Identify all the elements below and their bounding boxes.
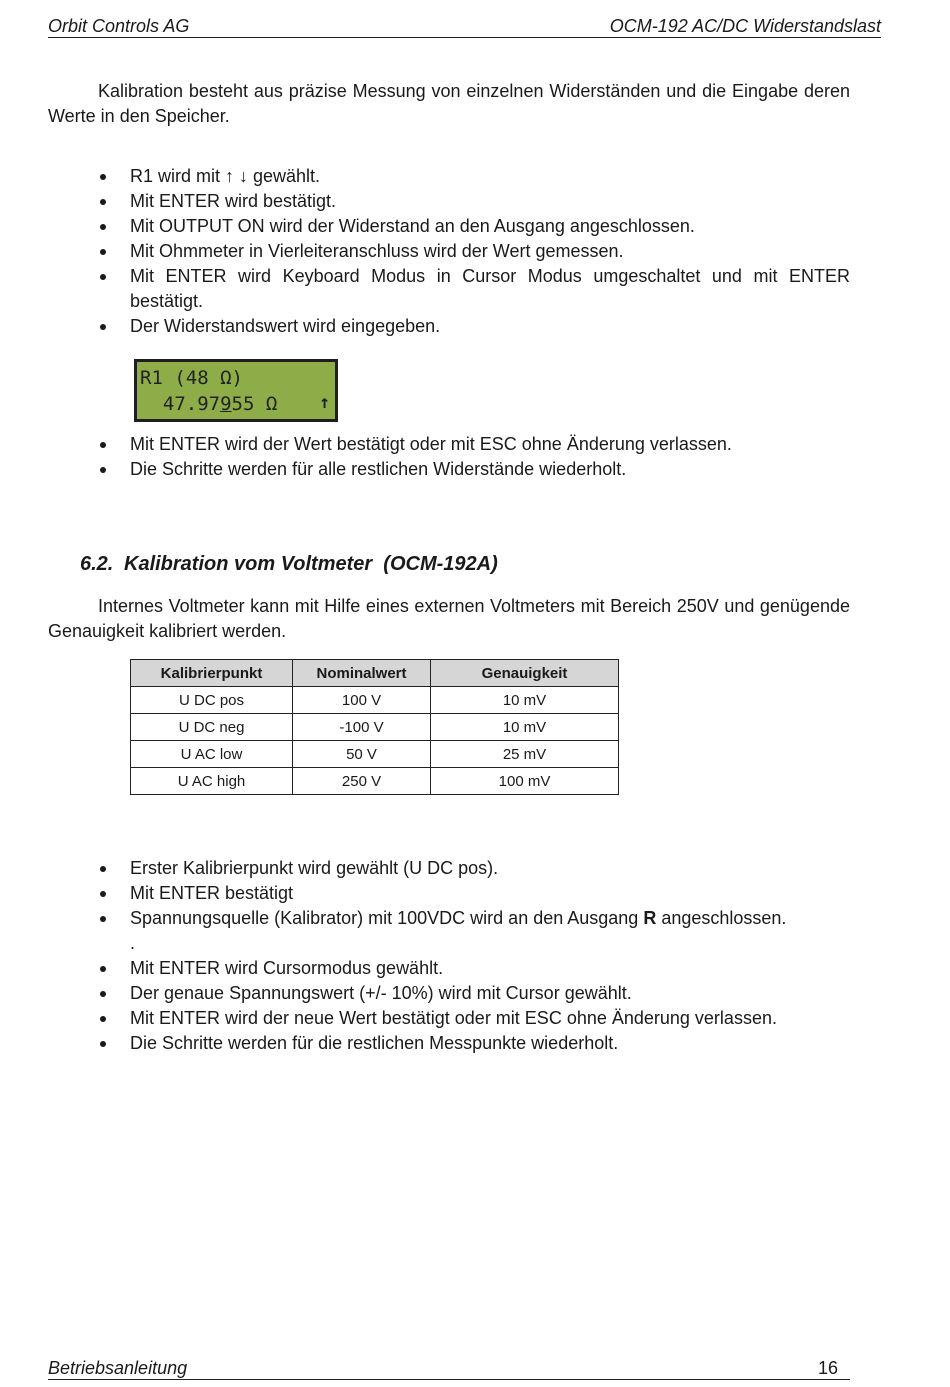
arrow-up-icon: ↑ [319, 392, 330, 413]
table-row [131, 768, 619, 795]
table-row [131, 714, 619, 741]
table-header-row [131, 660, 619, 687]
section-number: 6.2. [80, 553, 114, 575]
bullet-icon [100, 916, 106, 922]
column-header: Nominalwert [293, 660, 431, 687]
list-item: Mit OUTPUT ON wird der Widerstand an den Ausgang angeschlossen. [48, 214, 850, 239]
bullet-icon [100, 224, 106, 230]
bullet-icon [100, 891, 106, 897]
table-row [131, 687, 619, 714]
list-item: Der genaue Spannungswert (+/- 10%) wird mit Cursor gewählt. [48, 981, 850, 1006]
bullet-icon [100, 467, 106, 473]
list-item: Mit ENTER wird Cursormodus gewählt. [48, 956, 850, 981]
table-cell: U DC pos [131, 687, 293, 714]
list-item: Mit ENTER wird bestätigt. [48, 189, 850, 214]
lcd-line-1: R1 (48 Ω) [140, 367, 243, 389]
resistor-steps-after-list [48, 432, 850, 482]
table-cell: -100 V [293, 714, 431, 741]
list-item: Erster Kalibrierpunkt wird gewählt (U DC pos). [48, 856, 850, 881]
intro-paragraph: Kalibration besteht aus präzise Messung von einzelnen Widerständen und die Eingabe deren Werte in den Speicher. [48, 81, 850, 126]
bullet-icon [100, 442, 106, 448]
output-r-label: R [643, 908, 657, 928]
bullet-icon [100, 324, 106, 330]
page-number: 16 [817, 1358, 838, 1378]
bullet-icon [100, 249, 106, 255]
lcd-display [134, 359, 338, 422]
bullet-icon [100, 274, 106, 280]
table-cell: 100 V [293, 687, 431, 714]
lcd-line-2: 47.97955 Ω [162, 393, 278, 415]
table-cell: 10 mV [431, 687, 619, 714]
bullet-icon [100, 1041, 106, 1047]
table-cell: 250 V [293, 768, 431, 795]
bullet-icon [100, 991, 106, 997]
resistor-steps-list [48, 164, 850, 339]
table-cell: 100 mV [431, 768, 619, 795]
list-item: Die Schritte werden für alle restlichen Widerstände wiederholt. [48, 457, 850, 482]
list-item: Mit ENTER wird der Wert bestätigt oder mit ESC ohne Änderung verlassen. [48, 432, 850, 457]
footer-label: Betriebsanleitung [48, 1358, 188, 1378]
table-cell: 25 mV [431, 741, 619, 768]
section-paragraph: Internes Voltmeter kann mit Hilfe eines externen Voltmeters mit Bereich 250V und genügende Genauigkeit kalibriert werden. [48, 596, 850, 641]
bullet-icon [100, 866, 106, 872]
list-item: Mit ENTER bestätigt [48, 881, 850, 906]
lcd-cursor-digit: 9 [220, 393, 232, 415]
section-heading [80, 553, 498, 576]
list-item: Die Schritte werden für die restlichen Messpunkte wiederholt. [48, 1031, 850, 1056]
calibration-table [130, 659, 619, 795]
header-doc-title: OCM-192 AC/DC Widerstandslast [609, 16, 881, 36]
list-item: Mit Ohmmeter in Vierleiteranschluss wird der Wert gemessen. [48, 239, 850, 264]
table-cell: U DC neg [131, 714, 293, 741]
column-header: Genauigkeit [431, 660, 619, 687]
list-item: Spannungsquelle (Kalibrator) mit 100VDC wird an den Ausgang R angeschlossen. . [48, 906, 850, 956]
bullet-icon [100, 199, 106, 205]
table-cell: 50 V [293, 741, 431, 768]
header-company: Orbit Controls AG [48, 16, 190, 36]
lcd-screen [137, 362, 335, 419]
voltmeter-steps-list [48, 856, 850, 1056]
bullet-icon [100, 1016, 106, 1022]
list-item: Der Widerstandswert wird eingegeben. [48, 314, 850, 339]
column-header: Kalibrierpunkt [131, 660, 293, 687]
table-cell: U AC high [131, 768, 293, 795]
table-cell: U AC low [131, 741, 293, 768]
list-item: Mit ENTER wird Keyboard Modus in Cursor Modus umgeschaltet und mit ENTER bestätigt. [48, 264, 850, 314]
list-item: R1 wird mit ↑ ↓ gewählt. [48, 164, 850, 189]
section-title: Kalibration vom Voltmeter (OCM-192A) [124, 553, 498, 575]
list-item: Mit ENTER wird der neue Wert bestätigt oder mit ESC ohne Änderung verlassen. [48, 1006, 850, 1031]
page-header [48, 14, 881, 38]
bullet-icon [100, 966, 106, 972]
table-row [131, 741, 619, 768]
bullet-icon [100, 174, 106, 180]
table-cell: 10 mV [431, 714, 619, 741]
page-footer [48, 1357, 850, 1380]
